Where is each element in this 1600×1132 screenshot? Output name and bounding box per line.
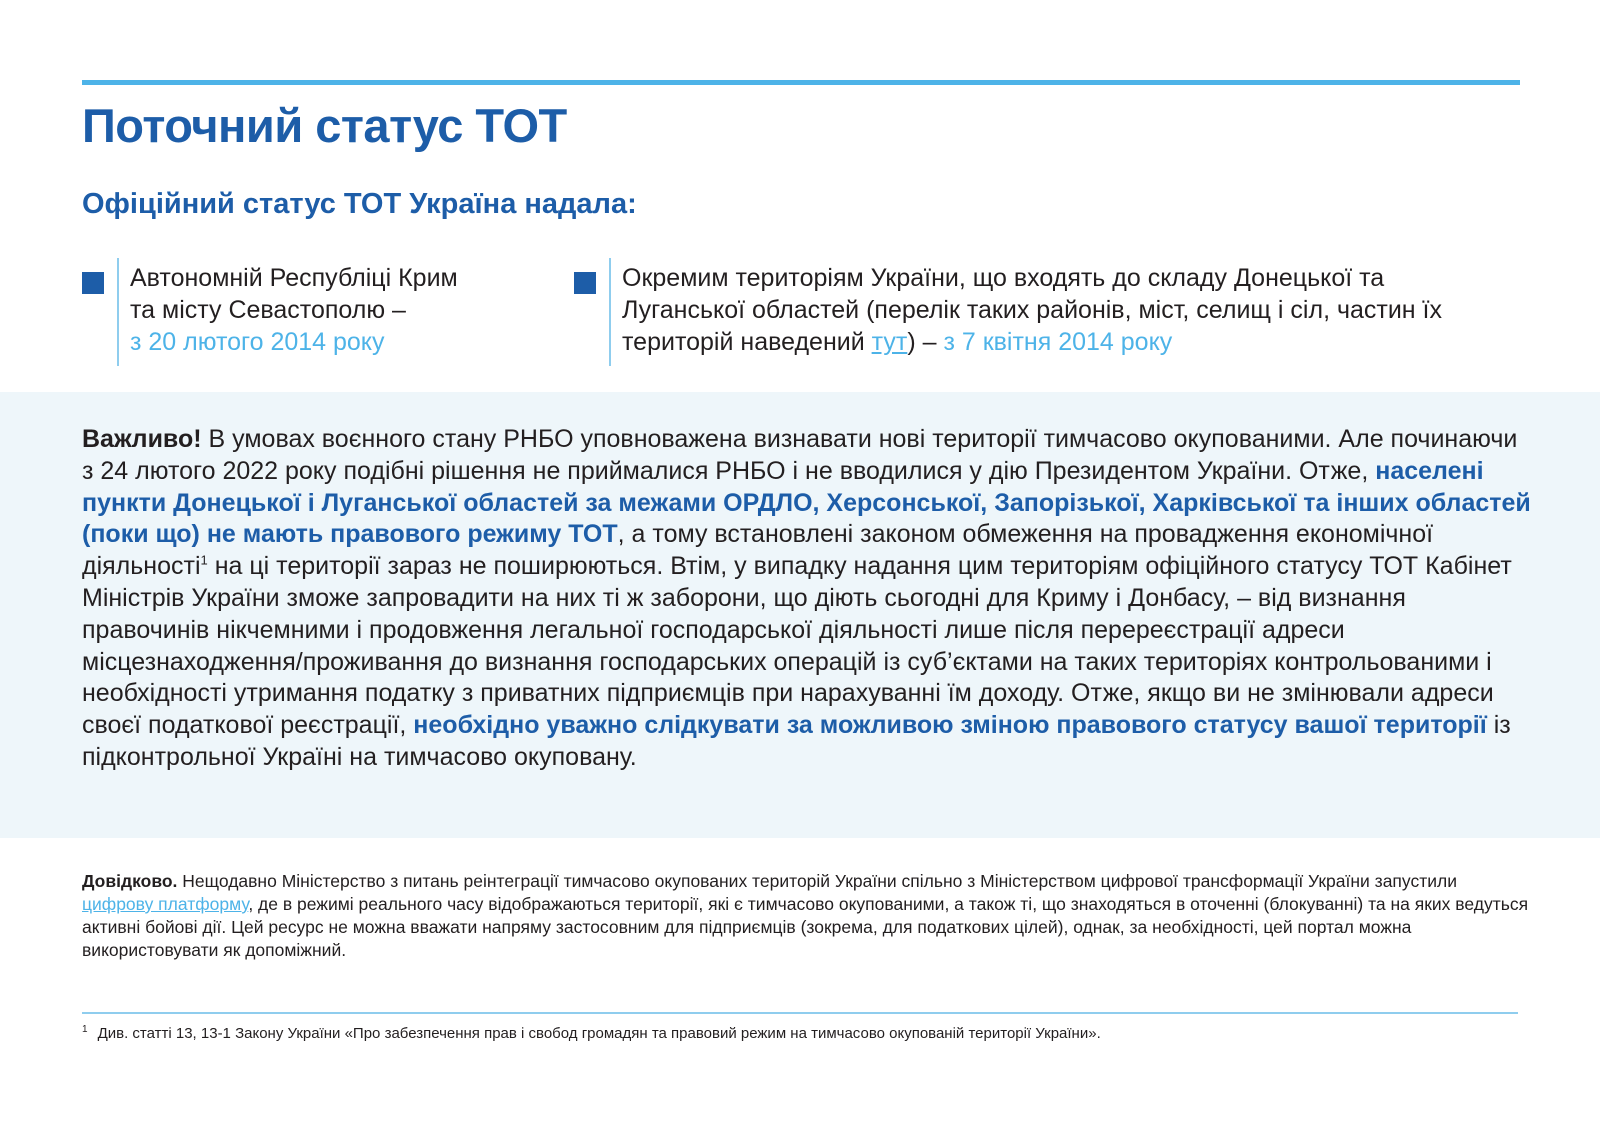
important-notice-text: [82, 424, 1532, 774]
vertical-divider: [609, 258, 611, 366]
reference-text: Нещодавно Міністерство з питань реінтеграції тимчасово окупованих територій України спільно з Міністерством цифрової трансформації України запустили: [177, 871, 1457, 891]
status-date: з 7 квітня 2014 року: [943, 328, 1173, 356]
important-notice-box: [0, 392, 1600, 838]
important-highlight: необхідно уважно слідкувати за можливою зміною правового статусу вашої території: [413, 711, 1487, 740]
important-highlight: населені пункти Донецької і Луганської областей за межами ОРДЛО, Херсонської, Запорізької, Харківської та інших областей (поки що) не мають правового режиму ТОТ: [82, 456, 1531, 549]
status-line: Луганської областей (перелік таких районів, міст, селищ і сіл, частин їх: [622, 296, 1443, 324]
square-bullet-icon: [82, 272, 104, 294]
important-paragraph: на ці території зараз не поширюються. Втім, у випадку надання цим територіям офіційного статусу ТОТ Кабінет Міністрів України зможе запровадити на них ті ж заборони, що діють сьогодні для Криму і Донбасу, – від визнання правочинів нікчемними і продовження легальної господарської діяльності лише після перереєстрації адреси місцезнаходження/проживання до визнання господарських операцій із суб’єктами на таких територіях контрольованими і необхідності утримання податку з приватних підприємців при нарахуванні їм доходу. Отже, якщо ви не змінювали адреси своєї податкової реєстрації,: [82, 552, 1512, 740]
territories-list-link[interactable]: тут: [871, 328, 908, 356]
important-paragraph: В умовах воєнного стану РНБО уповноважена визнавати нові території тимчасово окупованими. Але починаючи з 24 лютого 2022 року подібні рішення не приймалися РНБО і не вводилися у дію Президентом України. Отже,: [82, 425, 1518, 485]
status-item-text: [130, 262, 458, 358]
square-bullet-icon: [574, 272, 596, 294]
vertical-divider: [117, 258, 119, 366]
status-line: ) –: [907, 328, 944, 356]
important-paragraph: , а тому встановлені законом обмеження на провадження економічної діяльності: [82, 520, 1434, 581]
reference-text: , де в режимі реального часу відображаються території, які є тимчасово окупованими, а також ті, що знаходяться в оточенні (блокуванні) та на яких ведуться активні бойові дії. Цей ресурс не можна вважати напряму застосовним для підприємців (зокрема, для податкових цілей), однак, за необхідності, цей портал можна використовувати як допоміжний.: [82, 894, 1529, 960]
reference-lead: Довідково.: [82, 871, 178, 891]
status-date: з 20 лютого 2014 року: [130, 328, 385, 356]
important-paragraph: із підконтрольної Україні на тимчасово окуповану.: [82, 711, 1511, 771]
important-lead: Важливо!: [82, 425, 202, 453]
footnote-divider: [82, 1012, 1518, 1014]
footnote-number: 1: [82, 1024, 88, 1035]
status-line: Окремим територіям України, що входять до складу Донецької та: [622, 264, 1385, 292]
digital-platform-link[interactable]: цифрову платформу: [82, 894, 249, 914]
status-line: та місту Севастополю –: [130, 296, 406, 324]
status-item-donbas: [574, 258, 1534, 366]
page-title: Поточний статус ТОТ: [82, 99, 567, 152]
footnote-text: Див. статті 13, 13-1 Закону України «Про забезпечення прав і свобод громадян та правовий режим на тимчасово окупованій території України».: [97, 1025, 1101, 1042]
footnote: [82, 1024, 1101, 1044]
section-subtitle: Офіційний статус ТОТ Україна надала:: [82, 188, 637, 220]
status-item-crimea: [82, 258, 522, 366]
top-divider: [82, 80, 1520, 85]
footnote-reference: 1: [200, 552, 208, 568]
reference-note: [82, 870, 1532, 962]
status-line: Автономній Республіці Крим: [130, 264, 458, 292]
status-item-text: [622, 262, 1442, 358]
status-line: територій наведений: [622, 328, 872, 356]
